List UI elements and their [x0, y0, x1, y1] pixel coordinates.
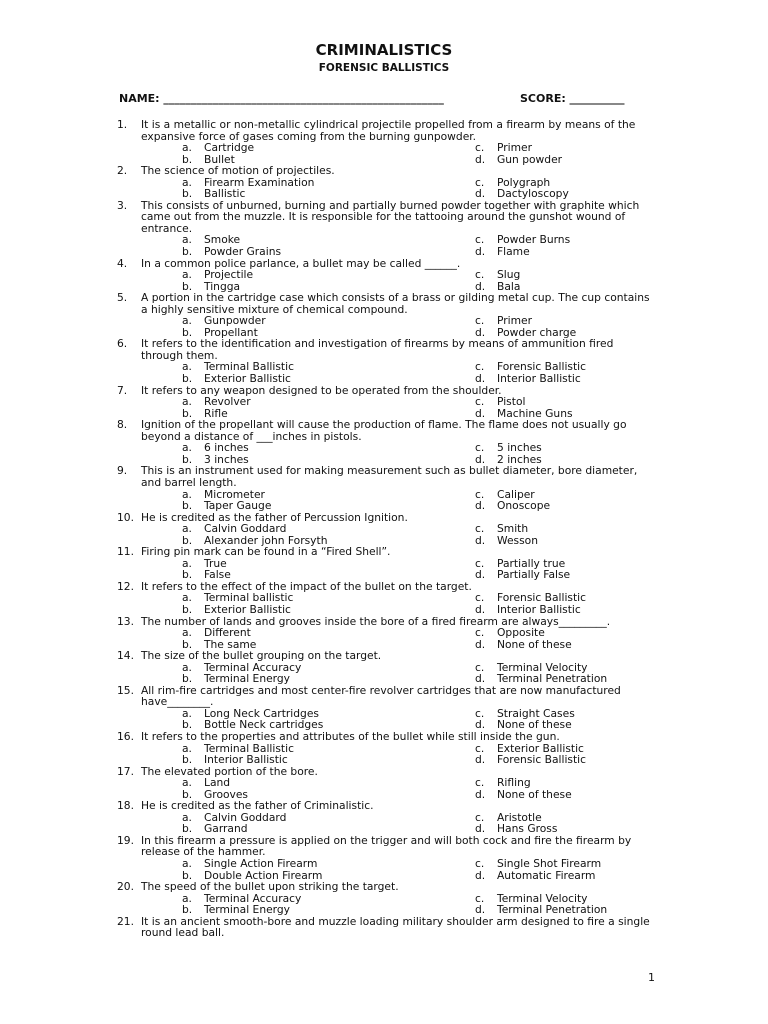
answer-option	[182, 754, 288, 766]
option-letter: b.	[182, 533, 193, 547]
question-number: 12.	[117, 579, 134, 593]
option-letter: d.	[475, 868, 486, 882]
option-text: Partially true	[497, 556, 566, 570]
answer-options	[141, 893, 657, 916]
question-text: The speed of the bullet upon striking the target.	[141, 880, 399, 894]
option-letter: b.	[182, 718, 193, 732]
answer-option	[182, 373, 291, 385]
option-letter: a.	[182, 776, 192, 790]
option-letter: c.	[475, 706, 485, 720]
option-letter: c.	[475, 626, 485, 640]
question-item	[117, 292, 657, 338]
option-letter: a.	[182, 233, 192, 247]
option-letter: c.	[475, 810, 485, 824]
answer-option	[475, 535, 538, 547]
option-text: Ballistic	[204, 187, 246, 201]
option-text: False	[204, 568, 231, 582]
question-number: 19.	[117, 833, 134, 847]
question-text: The number of lands and grooves inside the bore of a fired firearm are always_________.	[141, 614, 611, 628]
answer-option	[475, 569, 570, 581]
option-letter: b.	[182, 499, 193, 513]
question-item	[117, 165, 657, 200]
question-number: 2.	[117, 164, 128, 178]
question-item	[117, 258, 657, 293]
option-text: Double Action Firearm	[204, 868, 323, 882]
answer-option	[475, 904, 607, 916]
option-letter: c.	[475, 233, 485, 247]
answer-options	[141, 523, 657, 546]
option-text: Slug	[497, 268, 521, 282]
option-text: Primer	[497, 314, 533, 328]
answer-option	[475, 754, 586, 766]
score-field: SCORE: __________	[520, 92, 625, 105]
option-text: Land	[204, 776, 231, 790]
answer-options	[141, 627, 657, 650]
option-text: Primer	[497, 141, 533, 155]
option-text: Garrand	[204, 822, 248, 836]
option-text: Grooves	[204, 787, 248, 801]
option-letter: d.	[475, 152, 486, 166]
question-text: He is credited as the father of Percussion Ignition.	[141, 510, 408, 524]
question-number: 10.	[117, 510, 134, 524]
option-text: 2 inches	[497, 452, 542, 466]
name-field: NAME: ___________________________________________________	[119, 92, 444, 105]
option-text: Machine Guns	[497, 406, 573, 420]
question-text: It refers to the properties and attributes of the bullet while still inside the gun.	[141, 729, 560, 743]
option-letter: a.	[182, 741, 192, 755]
option-text: Powder charge	[497, 325, 577, 339]
answer-option	[475, 870, 595, 882]
answer-options	[141, 142, 657, 165]
option-text: Different	[204, 626, 251, 640]
option-text: Smith	[497, 522, 529, 536]
option-text: Interior Ballistic	[497, 602, 581, 616]
question-item	[117, 385, 657, 420]
answer-option	[182, 500, 271, 512]
option-letter: b.	[182, 152, 193, 166]
option-text: 5 inches	[497, 441, 542, 455]
option-letter: a.	[182, 441, 192, 455]
option-text: Calvin Goddard	[204, 522, 287, 536]
option-text: None of these	[497, 787, 572, 801]
option-text: True	[204, 556, 227, 570]
answer-options	[141, 489, 657, 512]
question-number: 1.	[117, 118, 128, 131]
option-text: Micrometer	[204, 487, 265, 501]
option-letter: b.	[182, 753, 193, 767]
option-text: None of these	[497, 718, 572, 732]
option-letter: a.	[182, 268, 192, 282]
option-letter: a.	[182, 891, 192, 905]
option-text: Aristotle	[497, 810, 542, 824]
question-item	[117, 546, 657, 581]
option-letter: c.	[475, 141, 485, 155]
question-number: 13.	[117, 614, 134, 628]
option-text: Taper Gauge	[204, 499, 272, 513]
question-text: It is a metallic or non-metallic cylindrical projectile propelled from a firearm by means of the expansive force of gases coming from the burning gunpowder.	[141, 118, 636, 143]
answer-options	[141, 812, 657, 835]
answer-options	[141, 177, 657, 200]
question-list	[117, 119, 657, 939]
option-letter: b.	[182, 637, 193, 651]
answer-options	[141, 315, 657, 338]
answer-option	[182, 904, 290, 916]
option-letter: c.	[475, 360, 485, 374]
question-item	[117, 766, 657, 801]
option-text: Single Action Firearm	[204, 857, 318, 870]
answer-option	[475, 789, 572, 801]
option-text: Caliper	[497, 487, 535, 501]
question-item	[117, 650, 657, 685]
option-text: Forensic Ballistic	[497, 753, 587, 767]
option-letter: a.	[182, 706, 192, 720]
option-letter: d.	[475, 279, 486, 293]
question-text: He is credited as the father of Criminalistic.	[141, 799, 374, 813]
question-item	[117, 685, 657, 731]
option-text: Interior Ballistic	[497, 372, 581, 386]
option-letter: a.	[182, 660, 192, 674]
question-number: 4.	[117, 256, 128, 270]
option-text: Onoscope	[497, 499, 551, 513]
question-number: 5.	[117, 291, 128, 305]
option-letter: c.	[475, 314, 485, 328]
option-letter: b.	[182, 868, 193, 882]
option-text: None of these	[497, 637, 572, 651]
option-letter: b.	[182, 279, 193, 293]
page-number: 1	[648, 971, 655, 984]
option-text: Polygraph	[497, 175, 551, 189]
question-number: 20.	[117, 880, 134, 894]
option-text: Firearm Examination	[204, 175, 315, 189]
option-text: Dactyloscopy	[497, 187, 569, 201]
option-letter: a.	[182, 360, 192, 374]
option-letter: c.	[475, 857, 485, 870]
question-text: This is an instrument used for making measurement such as bullet diameter, bore diameter, and barrel length.	[141, 464, 638, 489]
option-text: Gun powder	[497, 152, 563, 166]
answer-option	[475, 246, 530, 258]
answer-option	[475, 154, 562, 166]
question-text: It refers to the identification and investigation of firearms by means of ammunition fired through them.	[141, 337, 614, 362]
option-text: Exterior Ballistic	[204, 602, 291, 616]
question-item	[117, 119, 657, 165]
answer-options	[141, 592, 657, 615]
question-item	[117, 465, 657, 511]
question-text: All rim-fire cartridges and most center-fire revolver cartridges that are now manufactured have________.	[141, 683, 621, 709]
page-subtitle: FORENSIC BALLISTICS	[318, 62, 450, 74]
answer-option	[475, 604, 581, 616]
option-letter: d.	[475, 533, 486, 547]
option-letter: b.	[182, 452, 193, 466]
answer-options	[141, 442, 657, 465]
option-text: Straight Cases	[497, 706, 575, 720]
option-letter: a.	[182, 857, 192, 870]
option-text: Calvin Goddard	[204, 810, 287, 824]
question-number: 16.	[117, 729, 134, 743]
question-item	[117, 835, 657, 881]
question-item	[117, 800, 657, 835]
option-letter: d.	[475, 718, 486, 732]
question-text: It refers to the effect of the impact of the bullet on the target.	[141, 579, 472, 593]
answer-option	[182, 246, 281, 258]
option-text: Smoke	[204, 233, 241, 247]
option-text: Terminal Penetration	[497, 672, 608, 686]
question-number: 15.	[117, 683, 134, 697]
option-text: Automatic Firearm	[497, 868, 596, 882]
option-text: Rifle	[204, 406, 228, 420]
question-number: 6.	[117, 337, 128, 351]
option-letter: b.	[182, 406, 193, 420]
option-letter: a.	[182, 591, 192, 605]
option-letter: d.	[475, 602, 486, 616]
option-text: Partially False	[497, 568, 571, 582]
page-title: CRIMINALISTICS	[315, 41, 453, 59]
question-text: It is an ancient smooth-bore and muzzle loading military shoulder arm designed to fire a single round lead ball.	[141, 914, 650, 940]
option-text: Bullet	[204, 152, 235, 166]
option-text: Powder Grains	[204, 245, 282, 259]
question-item	[117, 200, 657, 258]
option-text: Hans Gross	[497, 822, 558, 836]
option-letter: c.	[475, 175, 485, 189]
option-text: Flame	[497, 245, 530, 259]
question-text: The elevated portion of the bore.	[141, 764, 318, 778]
option-letter: a.	[182, 314, 192, 328]
option-letter: b.	[182, 672, 193, 686]
question-number: 18.	[117, 799, 134, 813]
option-letter: b.	[182, 325, 193, 339]
option-letter: d.	[475, 568, 486, 582]
option-text: Terminal Ballistic	[204, 741, 294, 755]
question-item	[117, 881, 657, 916]
question-text: In this firearm a pressure is applied on the trigger and will both cock and fire the firearm by release of the hammer.	[141, 833, 632, 859]
option-letter: c.	[475, 441, 485, 455]
question-number: 14.	[117, 649, 134, 663]
answer-options	[141, 396, 657, 419]
answer-option	[182, 177, 314, 189]
option-text: Terminal ballistic	[204, 591, 294, 605]
option-text: Forensic Ballistic	[497, 591, 587, 605]
answer-options	[141, 558, 657, 581]
question-text: The size of the bullet grouping on the target.	[141, 649, 382, 663]
option-text: Wesson	[497, 533, 538, 547]
option-letter: d.	[475, 637, 486, 651]
option-text: Terminal Accuracy	[204, 660, 302, 674]
option-letter: c.	[475, 741, 485, 755]
question-item	[117, 916, 657, 939]
question-text: A portion in the cartridge case which consists of a brass or gilding metal cup. The cup contains a highly sensitive mixture of chemical compound.	[141, 291, 650, 316]
option-text: Terminal Velocity	[497, 891, 588, 905]
option-text: The same	[204, 637, 257, 651]
option-letter: d.	[475, 787, 486, 801]
answer-options	[141, 361, 657, 384]
option-text: Pistol	[497, 395, 526, 409]
question-item	[117, 512, 657, 547]
option-letter: b.	[182, 903, 193, 917]
option-letter: a.	[182, 141, 192, 155]
option-letter: d.	[475, 499, 486, 513]
answer-options	[141, 708, 657, 731]
option-letter: c.	[475, 891, 485, 905]
question-number: 3.	[117, 198, 128, 212]
option-text: Forensic Ballistic	[497, 360, 587, 374]
option-letter: d.	[475, 903, 486, 917]
option-text: Powder Burns	[497, 233, 571, 247]
option-letter: c.	[475, 776, 485, 790]
option-text: Terminal Penetration	[497, 903, 608, 917]
option-letter: d.	[475, 452, 486, 466]
option-text: Alexander john Forsyth	[204, 533, 328, 547]
option-text: Single Shot Firearm	[497, 857, 602, 870]
option-letter: c.	[475, 395, 485, 409]
answer-option	[182, 604, 291, 616]
option-letter: b.	[182, 568, 193, 582]
option-letter: d.	[475, 822, 486, 836]
answer-options	[141, 234, 657, 257]
option-letter: a.	[182, 522, 192, 536]
option-text: Bala	[497, 279, 521, 293]
option-text: 6 inches	[204, 441, 249, 455]
question-text: Ignition of the propellant will cause the production of flame. The flame does not usually go beyond a distance of ___inches in pistols.	[141, 418, 627, 443]
option-letter: c.	[475, 591, 485, 605]
option-letter: d.	[475, 325, 486, 339]
option-text: Long Neck Cartridges	[204, 706, 319, 720]
option-letter: a.	[182, 810, 192, 824]
answer-options	[141, 662, 657, 685]
option-text: Bottle Neck cartridges	[204, 718, 324, 732]
option-letter: b.	[182, 787, 193, 801]
option-text: Projectile	[204, 268, 254, 282]
option-letter: a.	[182, 395, 192, 409]
option-letter: a.	[182, 556, 192, 570]
answer-options	[141, 777, 657, 800]
option-letter: c.	[475, 556, 485, 570]
option-letter: b.	[182, 187, 193, 201]
answer-options	[141, 858, 657, 881]
option-letter: d.	[475, 406, 486, 420]
question-item	[117, 731, 657, 766]
question-number: 8.	[117, 418, 128, 432]
option-letter: d.	[475, 753, 486, 767]
option-text: Gunpowder	[204, 314, 266, 328]
option-letter: d.	[475, 187, 486, 201]
question-item	[117, 338, 657, 384]
option-text: Opposite	[497, 626, 545, 640]
question-item	[117, 419, 657, 465]
answer-option	[475, 500, 550, 512]
option-text: Interior Ballistic	[204, 753, 288, 767]
question-number: 7.	[117, 383, 128, 397]
answer-options	[141, 269, 657, 292]
option-letter: c.	[475, 487, 485, 501]
question-text: It refers to any weapon designed to be operated from the shoulder.	[141, 383, 502, 397]
answer-options	[141, 743, 657, 766]
answer-option	[475, 373, 581, 385]
question-text: This consists of unburned, burning and partially burned powder together with graphite which came out from the muzzle. It is responsible for the tattooing around the gunshot wound of entrance.	[141, 198, 640, 235]
option-text: Propellant	[204, 325, 258, 339]
question-number: 9.	[117, 464, 128, 478]
option-text: Exterior Ballistic	[497, 741, 584, 755]
option-text: Tingga	[204, 279, 241, 293]
option-text: Terminal Velocity	[497, 660, 588, 674]
option-text: Terminal Energy	[204, 672, 290, 686]
option-letter: a.	[182, 175, 192, 189]
question-item	[117, 616, 657, 651]
option-letter: c.	[475, 522, 485, 536]
question-number: 11.	[117, 545, 134, 559]
option-letter: b.	[182, 602, 193, 616]
question-number: 21.	[117, 914, 134, 928]
question-item	[117, 581, 657, 616]
option-letter: a.	[182, 487, 192, 501]
option-text: Revolver	[204, 395, 251, 409]
question-text: In a common police parlance, a bullet may be called ______.	[141, 256, 461, 270]
option-letter: b.	[182, 822, 193, 836]
question-number: 17.	[117, 764, 134, 778]
option-text: 3 inches	[204, 452, 249, 466]
option-letter: d.	[475, 672, 486, 686]
option-letter: d.	[475, 245, 486, 259]
option-letter: c.	[475, 268, 485, 282]
question-text: The science of motion of projectiles.	[141, 164, 335, 178]
option-text: Terminal Energy	[204, 903, 290, 917]
option-letter: a.	[182, 626, 192, 640]
option-text: Exterior Ballistic	[204, 372, 291, 386]
option-letter: b.	[182, 245, 193, 259]
option-text: Rifling	[497, 776, 531, 790]
question-text: Firing pin mark can be found in a “Fired Shell”.	[141, 545, 391, 559]
option-text: Terminal Accuracy	[204, 891, 302, 905]
answer-option	[475, 639, 572, 651]
option-letter: b.	[182, 372, 193, 386]
option-text: Terminal Ballistic	[204, 360, 294, 374]
option-text: Cartridge	[204, 141, 255, 155]
option-letter: c.	[475, 660, 485, 674]
option-letter: d.	[475, 372, 486, 386]
